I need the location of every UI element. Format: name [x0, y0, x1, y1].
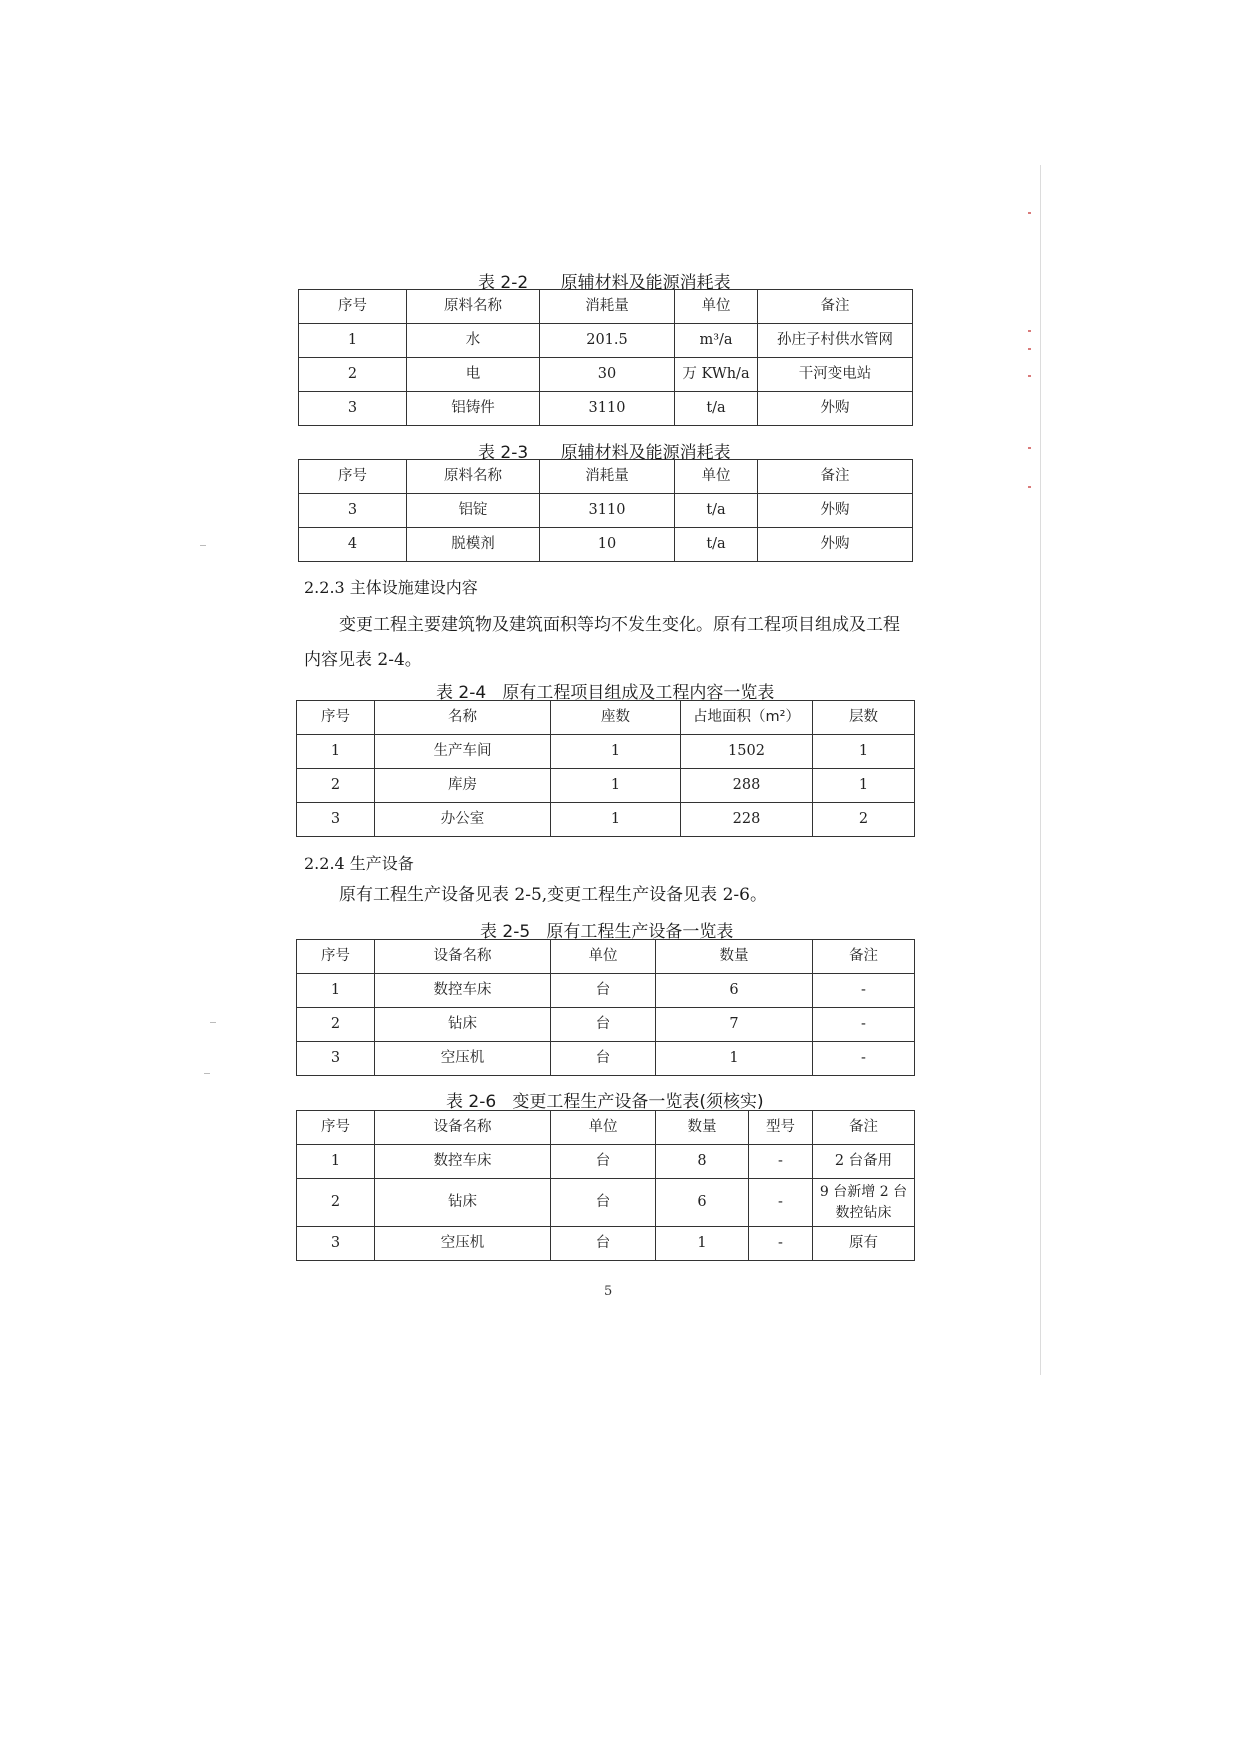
table-cell: 台 — [551, 1008, 656, 1042]
header-cell: 座数 — [551, 701, 681, 735]
table-cell: 空压机 — [375, 1227, 551, 1261]
header-cell: 原料名称 — [407, 290, 540, 324]
table-cell: 万 KWh/a — [675, 358, 758, 392]
table-cell: 钻床 — [375, 1008, 551, 1042]
table-row — [297, 1179, 915, 1227]
header-cell: 备注 — [758, 460, 913, 494]
table-cell: 2 — [813, 803, 915, 837]
table-cell: 台 — [551, 1179, 656, 1227]
table-2-5-caption: 表 2-5 原有工程生产设备一览表 — [480, 922, 734, 942]
table-2-4-caption: 表 2-4 原有工程项目组成及工程内容一览表 — [436, 683, 775, 703]
table-cell: 数控车床 — [375, 974, 551, 1008]
table-cell: 228 — [681, 803, 813, 837]
table-2-4 — [296, 700, 915, 837]
section-heading-224: 2.2.4 生产设备 — [304, 854, 414, 873]
table-cell: t/a — [675, 494, 758, 528]
table-row — [299, 494, 913, 528]
table-cell: 1 — [297, 735, 375, 769]
table-cell: 9 台新增 2 台 数控钻床 — [813, 1179, 915, 1227]
table-cell: 2 — [299, 358, 407, 392]
table-cell: 1 — [299, 324, 407, 358]
header-cell: 占地面积（m²） — [681, 701, 813, 735]
table-cell: 3 — [299, 392, 407, 426]
table-row — [297, 974, 915, 1008]
header-cell: 名称 — [375, 701, 551, 735]
scan-mark — [1028, 486, 1031, 488]
header-cell: 备注 — [813, 1111, 915, 1145]
table-row — [297, 803, 915, 837]
header-cell: 型号 — [749, 1111, 813, 1145]
table-cell: 1 — [813, 769, 915, 803]
header-cell: 消耗量 — [540, 290, 675, 324]
table-cell: 脱模剂 — [407, 528, 540, 562]
table-cell: 1 — [551, 735, 681, 769]
table-cell: 2 台备用 — [813, 1145, 915, 1179]
scan-dash — [204, 1073, 210, 1074]
table-cell: 库房 — [375, 769, 551, 803]
header-cell: 备注 — [758, 290, 913, 324]
header-cell: 单位 — [551, 940, 656, 974]
table-cell: 4 — [299, 528, 407, 562]
table-cell: 原有 — [813, 1227, 915, 1261]
table-cell: 铝铸件 — [407, 392, 540, 426]
header-cell: 序号 — [297, 940, 375, 974]
table-cell: 钻床 — [375, 1179, 551, 1227]
table-cell: 外购 — [758, 528, 913, 562]
table-cell: 孙庄子村供水管网 — [758, 324, 913, 358]
table-cell: 台 — [551, 1227, 656, 1261]
scan-mark — [1028, 330, 1031, 332]
table-cell: 10 — [540, 528, 675, 562]
table-row — [299, 392, 913, 426]
table-cell: 3110 — [540, 494, 675, 528]
header-cell: 设备名称 — [375, 940, 551, 974]
table-cell: 空压机 — [375, 1042, 551, 1076]
table-cell: 6 — [656, 1179, 749, 1227]
header-cell: 单位 — [675, 460, 758, 494]
table-row — [297, 1008, 915, 1042]
table-cell: 1 — [551, 803, 681, 837]
table-cell: 1 — [297, 974, 375, 1008]
table-cell: 数控车床 — [375, 1145, 551, 1179]
table-cell: 外购 — [758, 494, 913, 528]
table-cell: 2 — [297, 769, 375, 803]
table-cell: t/a — [675, 528, 758, 562]
table-row — [299, 324, 913, 358]
table-cell: 水 — [407, 324, 540, 358]
table-cell: - — [813, 1042, 915, 1076]
header-cell: 单位 — [675, 290, 758, 324]
table-2-6-caption: 表 2-6 变更工程生产设备一览表(须核实) — [446, 1092, 764, 1112]
table-cell: 台 — [551, 1145, 656, 1179]
table-cell: 1 — [551, 769, 681, 803]
table-cell: - — [749, 1145, 813, 1179]
table-cell: 2 — [297, 1179, 375, 1227]
header-cell: 数量 — [656, 940, 813, 974]
scan-mark — [1028, 348, 1031, 350]
table-row — [297, 1145, 915, 1179]
table-2-5 — [296, 939, 915, 1076]
table-cell: 288 — [681, 769, 813, 803]
page-number: 5 — [604, 1284, 613, 1299]
table-cell: 7 — [656, 1008, 813, 1042]
scan-mark — [1028, 447, 1031, 449]
table-cell: 电 — [407, 358, 540, 392]
table-cell: 1 — [656, 1227, 749, 1261]
header-cell: 备注 — [813, 940, 915, 974]
table-cell: 生产车间 — [375, 735, 551, 769]
table-cell: 30 — [540, 358, 675, 392]
table-row — [297, 735, 915, 769]
section-223-paragraph-line1: 变更工程主要建筑物及建筑面积等均不发生变化。原有工程项目组成及工程 — [339, 615, 900, 635]
table-cell: 1 — [656, 1042, 813, 1076]
header-cell: 序号 — [297, 701, 375, 735]
table-cell: 8 — [656, 1145, 749, 1179]
header-cell: 原料名称 — [407, 460, 540, 494]
table-cell: 台 — [551, 974, 656, 1008]
section-223-paragraph-line2: 内容见表 2-4。 — [304, 650, 422, 670]
header-cell: 序号 — [299, 290, 407, 324]
table-cell: 外购 — [758, 392, 913, 426]
table-2-2 — [298, 289, 913, 426]
scan-edge-line — [1040, 165, 1041, 1375]
section-224-paragraph: 原有工程生产设备见表 2-5,变更工程生产设备见表 2-6。 — [339, 885, 767, 905]
header-cell: 序号 — [297, 1111, 375, 1145]
table-cell: 台 — [551, 1042, 656, 1076]
table-row — [297, 1042, 915, 1076]
table-cell: 2 — [297, 1008, 375, 1042]
table-2-3-caption: 表 2-3 原辅材料及能源消耗表 — [478, 443, 731, 463]
table-2-6 — [296, 1110, 915, 1261]
table-2-3 — [298, 459, 913, 562]
table-cell: 1 — [297, 1145, 375, 1179]
table-cell: 1 — [813, 735, 915, 769]
table-cell: - — [749, 1227, 813, 1261]
table-cell: t/a — [675, 392, 758, 426]
table-cell: 3 — [297, 1042, 375, 1076]
table-cell: 3110 — [540, 392, 675, 426]
table-cell: 干河变电站 — [758, 358, 913, 392]
table-cell: 3 — [297, 1227, 375, 1261]
table-row — [297, 769, 915, 803]
table-cell: 6 — [656, 974, 813, 1008]
header-cell: 设备名称 — [375, 1111, 551, 1145]
table-cell: - — [813, 974, 915, 1008]
header-cell: 序号 — [299, 460, 407, 494]
table-cell: 1502 — [681, 735, 813, 769]
scan-mark — [1028, 212, 1031, 214]
table-2-2-caption: 表 2-2 原辅材料及能源消耗表 — [478, 273, 731, 293]
table-cell: - — [749, 1179, 813, 1227]
header-cell: 数量 — [656, 1111, 749, 1145]
scan-dash — [200, 545, 206, 546]
table-cell: m³/a — [675, 324, 758, 358]
table-cell: 铝锭 — [407, 494, 540, 528]
table-cell: 办公室 — [375, 803, 551, 837]
header-cell: 单位 — [551, 1111, 656, 1145]
scan-mark — [1028, 375, 1031, 377]
header-cell: 层数 — [813, 701, 915, 735]
header-cell: 消耗量 — [540, 460, 675, 494]
table-row — [299, 528, 913, 562]
table-cell: - — [813, 1008, 915, 1042]
scan-dash — [210, 1022, 216, 1023]
table-row — [297, 1227, 915, 1261]
table-cell: 3 — [297, 803, 375, 837]
section-heading-223: 2.2.3 主体设施建设内容 — [304, 578, 478, 597]
table-cell: 201.5 — [540, 324, 675, 358]
table-cell: 3 — [299, 494, 407, 528]
table-row — [299, 358, 913, 392]
